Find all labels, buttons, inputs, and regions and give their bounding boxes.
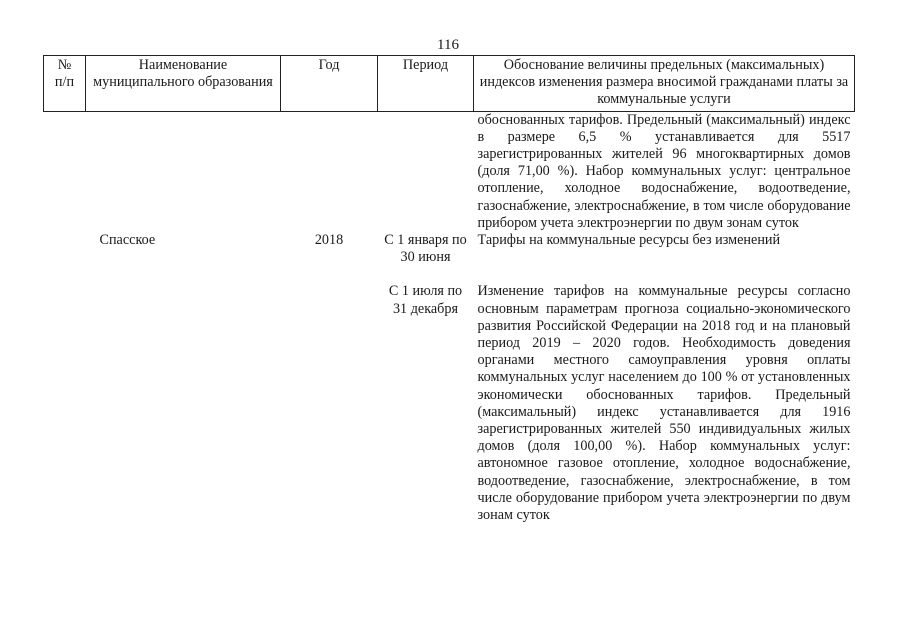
- header-year: Год: [281, 56, 378, 112]
- header-number-line2: п/п: [54, 74, 75, 91]
- table-header-row: [44, 56, 855, 112]
- header-period: Период: [378, 56, 474, 112]
- entry-basis-2: Изменение тарифов на коммунальные ресурсы согласно основным параметрам прогноза социально-экономического развития Российской Федерации на 2018 год и на плановый период 2019 – 2020 годов. Необходимость доведения органами местного самоуправления уровня оплаты коммунальных услуг населением до 100 % от установленных экономически обоснованных тарифов. Предельный (максимальный) индекс устанавливается для 1916 зарегистрированных жителей 550 индивидуальных жилых домов (доля 100,00 %). Набор коммунальных услуг: автономное газовое отопление, холодное водоснабжение, водоотведение, газоснабжение, электроснабжение, в том числе оборудование прибором учета электроэнергии по двум зонам суток: [477, 283, 851, 524]
- page-number: 116: [437, 37, 459, 53]
- basis-continuation: обоснованных тарифов. Предельный (максимальный) индекс в размере 6,5 % устанавливается для 5517 зарегистрированных жителей 96 многоквартирных домов (доля 71,00 %). Набор коммунальных услуг: центральное отопление, холодное водоснабжение, водоотведение, газоснабжение, электроснабжение, в том числе оборудование прибором учета электроэнергии по двум зонам суток: [477, 111, 851, 231]
- table-row: [44, 111, 855, 232]
- entry-basis-1: Тарифы на коммунальные ресурсы без изменений: [477, 232, 781, 249]
- header-number-line1: №: [57, 57, 72, 73]
- entry-period-2: С 1 июля по 31 декабря: [388, 283, 463, 317]
- table-row: [44, 266, 855, 524]
- header-municipality: Наименование муниципального образования: [86, 56, 281, 112]
- table-row: [44, 232, 855, 266]
- municipality-name: Спасское: [99, 232, 156, 249]
- header-basis: Обоснование величины предельных (максимальных) индексов изменения размера вносимой гражданами платы за коммунальные услуги: [474, 56, 855, 112]
- header-number: [44, 56, 86, 112]
- tariff-table: [43, 55, 855, 524]
- entry-period-1: С 1 января по 30 июня: [384, 232, 467, 266]
- entry-year: 2018: [314, 232, 344, 249]
